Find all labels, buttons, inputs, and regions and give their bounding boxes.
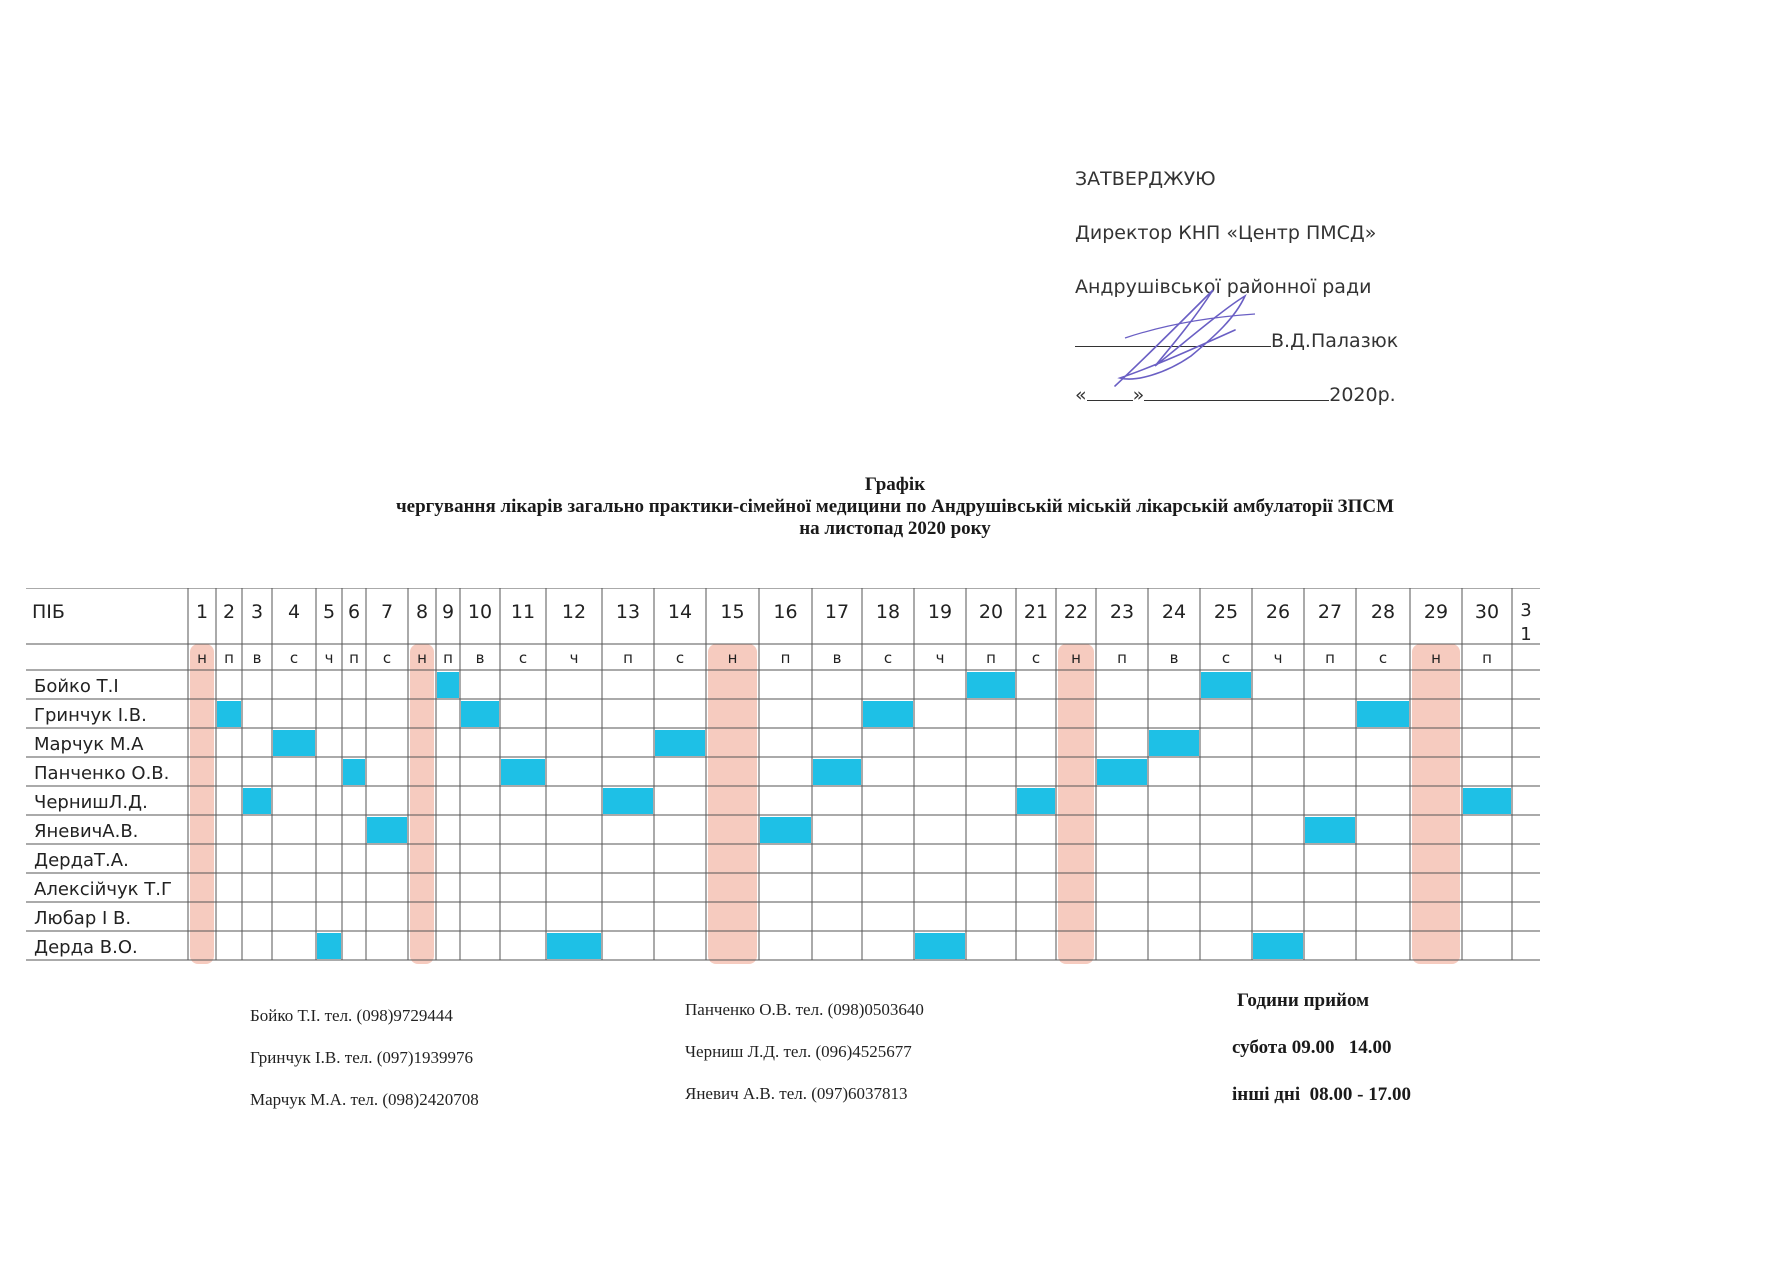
duty-mark-3-4 — [273, 730, 315, 756]
duty-mark-2-10 — [461, 701, 499, 727]
day-number-31-b: 1 — [1520, 624, 1532, 645]
doctor-name-2: Гринчук І.В. — [34, 705, 147, 726]
duty-mark-4-6 — [343, 759, 365, 785]
sunday-highlight-29 — [1412, 644, 1460, 964]
weekday-25: с — [1221, 649, 1231, 667]
duty-mark-4-11 — [501, 759, 545, 785]
duty-mark-6-27 — [1305, 817, 1355, 843]
doctor-name-6: ЯневичА.В. — [34, 821, 139, 842]
duty-mark-10-26 — [1253, 933, 1303, 959]
doctor-name-8: Алексійчук Т.Г — [34, 879, 172, 900]
title-line-2: чергування лікарів загально практики-сімейної медицини по Андрушівській міській лікарській амбулаторії ЗПСМ — [395, 496, 1395, 517]
contact-panchenko: Панченко О.В. тел. (098)0503640 — [685, 1000, 924, 1019]
weekday-6: п — [349, 649, 359, 667]
day-number-11: 11 — [510, 601, 536, 623]
weekday-22: н — [1071, 649, 1081, 667]
date-open-quote: « — [1075, 384, 1087, 406]
weekday-28: с — [1378, 649, 1388, 667]
weekday-1: н — [197, 649, 207, 667]
weekday-3: в — [252, 649, 262, 667]
weekday-24: в — [1169, 649, 1179, 667]
day-number-15: 15 — [720, 601, 745, 623]
day-number-30: 30 — [1474, 601, 1500, 623]
weekday-15: н — [727, 649, 738, 667]
weekday-20: п — [986, 649, 996, 667]
weekday-5: ч — [324, 649, 334, 667]
weekday-23: п — [1117, 649, 1127, 667]
day-number-21: 21 — [1023, 601, 1049, 623]
day-number-7: 7 — [380, 601, 394, 623]
day-number-26: 26 — [1265, 601, 1291, 623]
day-number-6: 6 — [347, 601, 361, 623]
sunday-highlight-1 — [190, 644, 214, 964]
reception-hours — [1232, 990, 1411, 1131]
weekday-29: н — [1431, 649, 1441, 667]
weekday-12: ч — [569, 649, 579, 667]
name-column-header: ПІБ — [32, 601, 65, 623]
day-number-3: 3 — [250, 601, 264, 623]
duty-mark-4-23 — [1097, 759, 1147, 785]
day-number-17: 17 — [824, 601, 850, 623]
doctor-name-5: ЧернишЛ.Д. — [34, 792, 148, 813]
duty-schedule-table — [26, 588, 1736, 972]
date-year: 2020р. — [1329, 384, 1396, 406]
weekday-14: с — [675, 649, 685, 667]
contact-boiko: Бойко Т.І. тел. (098)9729444 — [250, 1006, 453, 1025]
day-number-12: 12 — [561, 601, 587, 623]
duty-mark-5-13 — [603, 788, 653, 814]
weekday-16: п — [780, 649, 791, 667]
contact-hrynchuk: Гринчук І.В. тел. (097)1939976 — [250, 1048, 474, 1067]
weekday-7: с — [382, 649, 392, 667]
day-number-24: 24 — [1161, 601, 1187, 623]
hours-saturday: субота 09.00 14.00 — [1232, 1037, 1392, 1058]
day-number-20: 20 — [978, 601, 1004, 623]
sunday-highlight-15 — [708, 644, 757, 964]
contacts-left — [250, 1006, 479, 1132]
day-number-28: 28 — [1370, 601, 1396, 623]
weekday-27: п — [1325, 649, 1335, 667]
day-number-23: 23 — [1109, 601, 1135, 623]
weekday-10: в — [475, 649, 485, 667]
day-number-2: 2 — [222, 601, 236, 623]
contact-chernysh: Черниш Л.Д. тел. (096)4525677 — [685, 1042, 912, 1061]
day-number-22: 22 — [1063, 601, 1089, 623]
approval-heading: ЗАТВЕРДЖУЮ — [1075, 168, 1216, 190]
duty-mark-1-20 — [967, 672, 1015, 698]
title-line-3: на листопад 2020 року — [799, 518, 991, 539]
hours-title: Години прийом — [1237, 990, 1370, 1011]
hours-other-days: інші дні 08.00 - 17.00 — [1232, 1084, 1411, 1105]
schedule-title — [260, 474, 1530, 540]
duty-mark-5-21 — [1017, 788, 1055, 814]
weekday-30: п — [1482, 649, 1492, 667]
day-number-14: 14 — [667, 601, 693, 623]
doctor-name-7: ДердаТ.А. — [34, 850, 129, 871]
day-number-25: 25 — [1213, 601, 1239, 623]
duty-mark-2-18 — [863, 701, 913, 727]
day-number-27: 27 — [1317, 601, 1343, 623]
duty-mark-5-3 — [243, 788, 271, 814]
day-number-9: 9 — [441, 601, 455, 623]
duty-mark-6-16 — [760, 817, 811, 843]
signer-name: В.Д.Палазюк — [1271, 330, 1399, 352]
weekday-21: с — [1031, 649, 1041, 667]
day-number-1: 1 — [195, 601, 209, 623]
day-number-4: 4 — [287, 601, 301, 623]
weekday-8: н — [417, 649, 427, 667]
doctor-name-3: Марчук М.А — [34, 734, 144, 755]
weekday-9: п — [443, 649, 453, 667]
date-close-quote: » — [1132, 384, 1145, 406]
day-number-31: 3 — [1520, 600, 1532, 621]
duty-mark-3-14 — [655, 730, 705, 756]
duty-mark-10-5 — [317, 933, 341, 959]
day-number-29: 29 — [1423, 601, 1449, 623]
duty-mark-2-28 — [1357, 701, 1409, 727]
duty-mark-2-2 — [217, 701, 241, 727]
doctor-name-1: Бойко Т.І — [34, 676, 119, 697]
duty-mark-1-9 — [437, 672, 459, 698]
weekday-19: ч — [935, 649, 945, 667]
sunday-highlight-8 — [410, 644, 434, 964]
day-number-16: 16 — [773, 601, 798, 623]
handwritten-signature-icon — [1095, 278, 1295, 398]
day-number-10: 10 — [467, 601, 493, 623]
weekday-13: п — [623, 649, 633, 667]
weekday-26: ч — [1273, 649, 1283, 667]
title-line-1: Графік — [864, 474, 926, 495]
duty-mark-6-7 — [367, 817, 407, 843]
approval-director-line: Директор КНП «Центр ПМСД» — [1075, 222, 1377, 244]
weekday-11: с — [518, 649, 528, 667]
day-number-13: 13 — [615, 601, 641, 623]
contact-marchuk: Марчук М.А. тел. (098)2420708 — [250, 1090, 479, 1109]
day-number-18: 18 — [875, 601, 901, 623]
duty-mark-4-17 — [813, 759, 861, 785]
duty-mark-10-12 — [547, 933, 601, 959]
sunday-highlight-22 — [1058, 644, 1094, 964]
doctor-name-4: Панченко О.В. — [34, 763, 170, 784]
approval-council-line: Андрушівської районної ради — [1075, 276, 1372, 298]
weekday-4: с — [289, 649, 299, 667]
contact-yanevych: Яневич А.В. тел. (097)6037813 — [685, 1084, 908, 1103]
doctor-name-9: Любар І В. — [34, 908, 132, 929]
duty-mark-5-30 — [1463, 788, 1511, 814]
schedule-grid — [26, 588, 1736, 968]
weekday-18: с — [883, 649, 893, 667]
doctor-name-10: Дерда В.О. — [34, 937, 138, 958]
duty-mark-1-25 — [1201, 672, 1251, 698]
duty-mark-10-19 — [915, 933, 965, 959]
duty-mark-3-24 — [1149, 730, 1199, 756]
day-number-8: 8 — [415, 601, 429, 623]
day-number-19: 19 — [927, 601, 953, 623]
contacts-middle — [685, 1000, 924, 1126]
weekday-2: п — [224, 649, 234, 667]
weekday-17: в — [832, 649, 842, 667]
day-number-5: 5 — [322, 601, 336, 623]
